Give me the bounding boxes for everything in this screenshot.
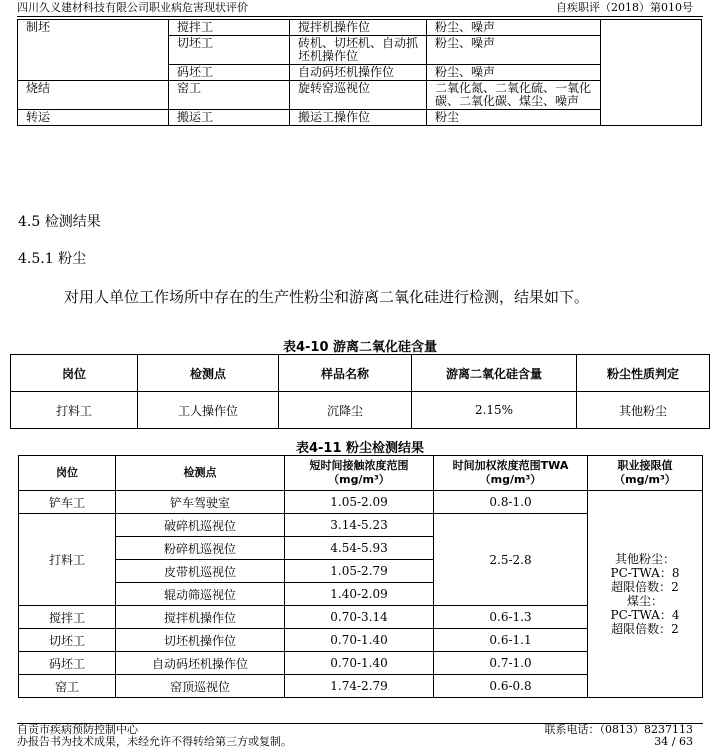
header-company: 四川久义建材科技有限公司职业病危害现状评价 — [17, 1, 248, 14]
table-cell: 0.70-3.14 — [285, 606, 434, 629]
table-row — [18, 110, 702, 126]
table-cell: 粉尘、噪声 — [427, 20, 601, 36]
column-header: 粉尘性质判定 — [577, 355, 710, 392]
table-cell: 制坯 — [18, 20, 169, 81]
table-cell: 铲车驾驶室 — [116, 491, 285, 514]
table-cell: 二氧化氮、二氧化硫、一氧化碳、二氧化碳、煤尘、噪声 — [427, 81, 601, 110]
table-cell: 搬运工 — [169, 110, 290, 126]
column-header: 样品名称 — [279, 355, 412, 392]
column-header: 短时间接触浓度范围（mg/m³） — [285, 456, 434, 491]
table-caption: 表4-10 游离二氧化硅含量 — [282, 340, 438, 355]
table-cell: 4.54-5.93 — [285, 537, 434, 560]
column-header: 时间加权浓度范围TWA（mg/m³） — [434, 456, 588, 491]
table-cell: 粉尘、噪声 — [427, 65, 601, 81]
table-cell: 皮带机巡视位 — [116, 560, 285, 583]
table-cell: 打料工 — [11, 392, 138, 429]
table-cell: 粉尘、噪声 — [427, 36, 601, 65]
table-cell: 0.70-1.40 — [285, 629, 434, 652]
table-cell: 1.40-2.09 — [285, 583, 434, 606]
table-cell: 0.8-1.0 — [434, 491, 588, 514]
table-cell: 0.6-1.3 — [434, 606, 588, 629]
table-cell: 码坯工 — [19, 652, 116, 675]
table-cell: 1.74-2.79 — [285, 675, 434, 698]
section-heading: 4.5 检测结果 — [18, 214, 101, 230]
table-cell: 辊动筛巡视位 — [116, 583, 285, 606]
table-cell: 旋转窑巡视位 — [290, 81, 427, 110]
body-paragraph: 对用人单位工作场所中存在的生产性粉尘和游离二氧化硅进行检测，结果如下。 — [64, 288, 590, 306]
table-cell: 烧结 — [18, 81, 169, 110]
table-cell: 0.6-1.1 — [434, 629, 588, 652]
subsection-heading: 4.5.1 粉尘 — [18, 251, 87, 267]
table-cell: 0.6-0.8 — [434, 675, 588, 698]
table-cell: 自动码坯机操作位 — [290, 65, 427, 81]
limit-value-cell — [588, 491, 703, 698]
page-header — [17, 0, 703, 17]
table-cell: 切坯工 — [19, 629, 116, 652]
table-caption: 表4-11 粉尘检测结果 — [295, 441, 425, 456]
table-cell: 粉尘 — [427, 110, 601, 126]
table-cell: 切坯工 — [169, 36, 290, 65]
limit-line: 煤尘： — [626, 594, 663, 608]
column-header: 职业接限值（mg/m³） — [588, 456, 703, 491]
column-header: 游离二氧化硅含量 — [412, 355, 577, 392]
table-cell: 窑顶巡视位 — [116, 675, 285, 698]
limit-line: 超限倍数：2 — [611, 622, 679, 636]
footer-phone: 联系电话：（0813）8237113 — [544, 723, 693, 736]
limit-line: PC-TWA：8 — [610, 566, 680, 580]
table-cell: 砖机、切坯机、自动抓坯机操作位 — [290, 36, 427, 65]
limit-line: 超限倍数：2 — [611, 580, 679, 594]
header-report-no: 自疾职评（2018）第010号 — [556, 1, 693, 14]
table-cell: 2.15% — [412, 392, 577, 429]
table-cell: 沉降尘 — [279, 392, 412, 429]
table-row — [19, 491, 703, 514]
table-cell-empty — [601, 20, 702, 126]
table-cell: 搅拌机操作位 — [116, 606, 285, 629]
hazard-table — [17, 19, 702, 126]
table-cell: 搅拌工 — [19, 606, 116, 629]
column-header: 岗位 — [19, 456, 116, 491]
table-cell: 自动码坯机操作位 — [116, 652, 285, 675]
table-cell: 切坯机操作位 — [116, 629, 285, 652]
column-header: 岗位 — [11, 355, 138, 392]
table-cell: 搅拌机操作位 — [290, 20, 427, 36]
table-cell: 窑工 — [169, 81, 290, 110]
table-cell: 2.5-2.8 — [434, 514, 588, 606]
column-header: 检测点 — [138, 355, 279, 392]
table-row — [11, 392, 710, 429]
limit-line: PC-TWA：4 — [610, 608, 680, 622]
table-header-row — [19, 456, 703, 491]
page-number: 34 / 63 — [654, 735, 693, 748]
table-cell: 其他粉尘 — [577, 392, 710, 429]
silica-table — [10, 354, 710, 429]
limit-line: 其他粉尘： — [614, 552, 675, 566]
table-cell: 打料工 — [19, 514, 116, 606]
table-cell: 0.70-1.40 — [285, 652, 434, 675]
table-cell: 码坯工 — [169, 65, 290, 81]
table-cell: 搅拌工 — [169, 20, 290, 36]
table-cell: 3.14-5.23 — [285, 514, 434, 537]
table-cell: 0.7-1.0 — [434, 652, 588, 675]
table-header-row — [11, 355, 710, 392]
table-row — [18, 81, 702, 110]
table-cell: 窑工 — [19, 675, 116, 698]
table-cell: 破碎机巡视位 — [116, 514, 285, 537]
table-cell: 工人操作位 — [138, 392, 279, 429]
footer-notice: 办报告书为技术成果，未经允许不得转给第三方或复制。 — [17, 735, 292, 748]
footer-org: 自贡市疾病预防控制中心 — [17, 723, 138, 736]
table-cell: 粉碎机巡视位 — [116, 537, 285, 560]
column-header: 检测点 — [116, 456, 285, 491]
table-cell: 转运 — [18, 110, 169, 126]
table-cell: 铲车工 — [19, 491, 116, 514]
table-row — [18, 20, 702, 36]
dust-results-table — [18, 455, 703, 698]
page-footer — [17, 723, 703, 748]
table-cell: 1.05-2.79 — [285, 560, 434, 583]
table-cell: 搬运工操作位 — [290, 110, 427, 126]
table-cell: 1.05-2.09 — [285, 491, 434, 514]
